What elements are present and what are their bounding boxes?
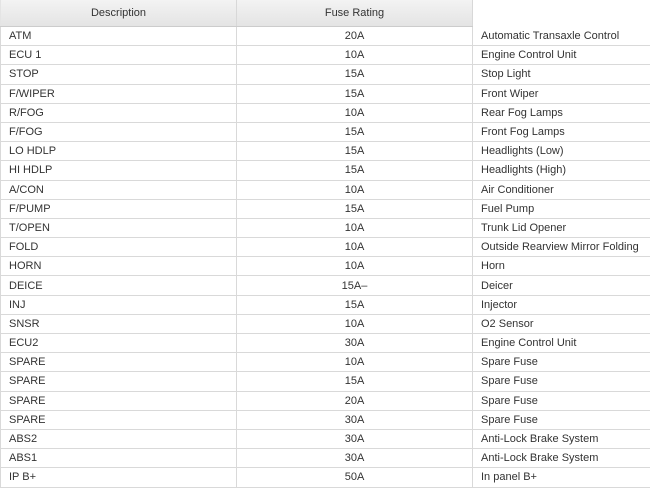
cell-circuit: Engine Control Unit: [473, 334, 650, 353]
cell-circuit: In panel B+: [473, 468, 650, 487]
cell-description: FOLD: [1, 238, 237, 257]
cell-description: SPARE: [1, 353, 237, 372]
cell-circuit: Horn: [473, 257, 650, 276]
cell-description: ABS1: [1, 449, 237, 468]
cell-description: SNSR: [1, 314, 237, 333]
table-row: [1, 410, 650, 429]
cell-description: INJ: [1, 295, 237, 314]
cell-fuse-rating: 15A–: [237, 276, 473, 295]
cell-description: ECU 1: [1, 46, 237, 65]
cell-fuse-rating: 30A: [237, 429, 473, 448]
table-row: [1, 353, 650, 372]
cell-circuit: Automatic Transaxle Control: [473, 27, 650, 46]
cell-fuse-rating: 15A: [237, 372, 473, 391]
table-row: [1, 142, 650, 161]
cell-fuse-rating: 15A: [237, 199, 473, 218]
cell-description: SPARE: [1, 410, 237, 429]
cell-circuit: O2 Sensor: [473, 314, 650, 333]
table-row: [1, 334, 650, 353]
cell-description: HI HDLP: [1, 161, 237, 180]
cell-circuit: Spare Fuse: [473, 391, 650, 410]
cell-circuit: Front Fog Lamps: [473, 122, 650, 141]
cell-description: ATM: [1, 27, 237, 46]
table-row: [1, 27, 650, 46]
cell-description: ABS2: [1, 429, 237, 448]
cell-circuit: Air Conditioner: [473, 180, 650, 199]
table-row: [1, 429, 650, 448]
table-row: [1, 199, 650, 218]
cell-description: IP B+: [1, 468, 237, 487]
cell-description: F/WIPER: [1, 84, 237, 103]
table-row: [1, 276, 650, 295]
cell-fuse-rating: 50A: [237, 468, 473, 487]
table-row: [1, 103, 650, 122]
cell-fuse-rating: 15A: [237, 295, 473, 314]
table-row: [1, 314, 650, 333]
table-header: [1, 0, 650, 27]
cell-fuse-rating: 15A: [237, 84, 473, 103]
cell-circuit: Trunk Lid Opener: [473, 218, 650, 237]
cell-description: A/CON: [1, 180, 237, 199]
table-row: [1, 372, 650, 391]
cell-circuit: Stop Light: [473, 65, 650, 84]
table-row: [1, 468, 650, 487]
table-row: [1, 238, 650, 257]
cell-fuse-rating: 10A: [237, 257, 473, 276]
cell-circuit: Headlights (Low): [473, 142, 650, 161]
cell-fuse-rating: 20A: [237, 391, 473, 410]
cell-description: T/OPEN: [1, 218, 237, 237]
cell-fuse-rating: 30A: [237, 410, 473, 429]
cell-circuit: Outside Rearview Mirror Folding: [473, 238, 650, 257]
cell-description: STOP: [1, 65, 237, 84]
table-row: [1, 391, 650, 410]
cell-description: SPARE: [1, 372, 237, 391]
table-body: [1, 27, 650, 488]
cell-fuse-rating: 10A: [237, 314, 473, 333]
cell-fuse-rating: 30A: [237, 449, 473, 468]
cell-fuse-rating: 20A: [237, 27, 473, 46]
cell-description: R/FOG: [1, 103, 237, 122]
cell-circuit: Spare Fuse: [473, 410, 650, 429]
cell-fuse-rating: 15A: [237, 65, 473, 84]
cell-fuse-rating: 30A: [237, 334, 473, 353]
cell-description: SPARE: [1, 391, 237, 410]
cell-circuit: Fuel Pump: [473, 199, 650, 218]
table-header-row: [1, 0, 650, 27]
column-header-circuit: [473, 0, 650, 27]
table-row: [1, 218, 650, 237]
cell-fuse-rating: 10A: [237, 46, 473, 65]
cell-circuit: Rear Fog Lamps: [473, 103, 650, 122]
cell-description: F/PUMP: [1, 199, 237, 218]
column-header-fuse-rating: Fuse Rating: [237, 0, 473, 27]
table-row: [1, 65, 650, 84]
table-row: [1, 84, 650, 103]
cell-description: LO HDLP: [1, 142, 237, 161]
column-header-description: Description: [1, 0, 237, 27]
cell-circuit: Anti-Lock Brake System: [473, 429, 650, 448]
cell-circuit: Spare Fuse: [473, 353, 650, 372]
cell-fuse-rating: 15A: [237, 122, 473, 141]
cell-fuse-rating: 10A: [237, 218, 473, 237]
cell-fuse-rating: 10A: [237, 103, 473, 122]
cell-description: F/FOG: [1, 122, 237, 141]
table-row: [1, 295, 650, 314]
cell-fuse-rating: 10A: [237, 238, 473, 257]
table-row: [1, 161, 650, 180]
cell-description: ECU2: [1, 334, 237, 353]
table-row: [1, 46, 650, 65]
cell-fuse-rating: 10A: [237, 180, 473, 199]
cell-description: DEICE: [1, 276, 237, 295]
cell-circuit: Engine Control Unit: [473, 46, 650, 65]
cell-fuse-rating: 10A: [237, 353, 473, 372]
table-row: [1, 180, 650, 199]
table-row: [1, 449, 650, 468]
cell-circuit: Deicer: [473, 276, 650, 295]
cell-circuit: Injector: [473, 295, 650, 314]
cell-circuit: Spare Fuse: [473, 372, 650, 391]
cell-circuit: Front Wiper: [473, 84, 650, 103]
cell-fuse-rating: 15A: [237, 142, 473, 161]
table-row: [1, 122, 650, 141]
cell-circuit: Headlights (High): [473, 161, 650, 180]
cell-description: HORN: [1, 257, 237, 276]
cell-circuit: Anti-Lock Brake System: [473, 449, 650, 468]
cell-fuse-rating: 15A: [237, 161, 473, 180]
table-row: [1, 257, 650, 276]
